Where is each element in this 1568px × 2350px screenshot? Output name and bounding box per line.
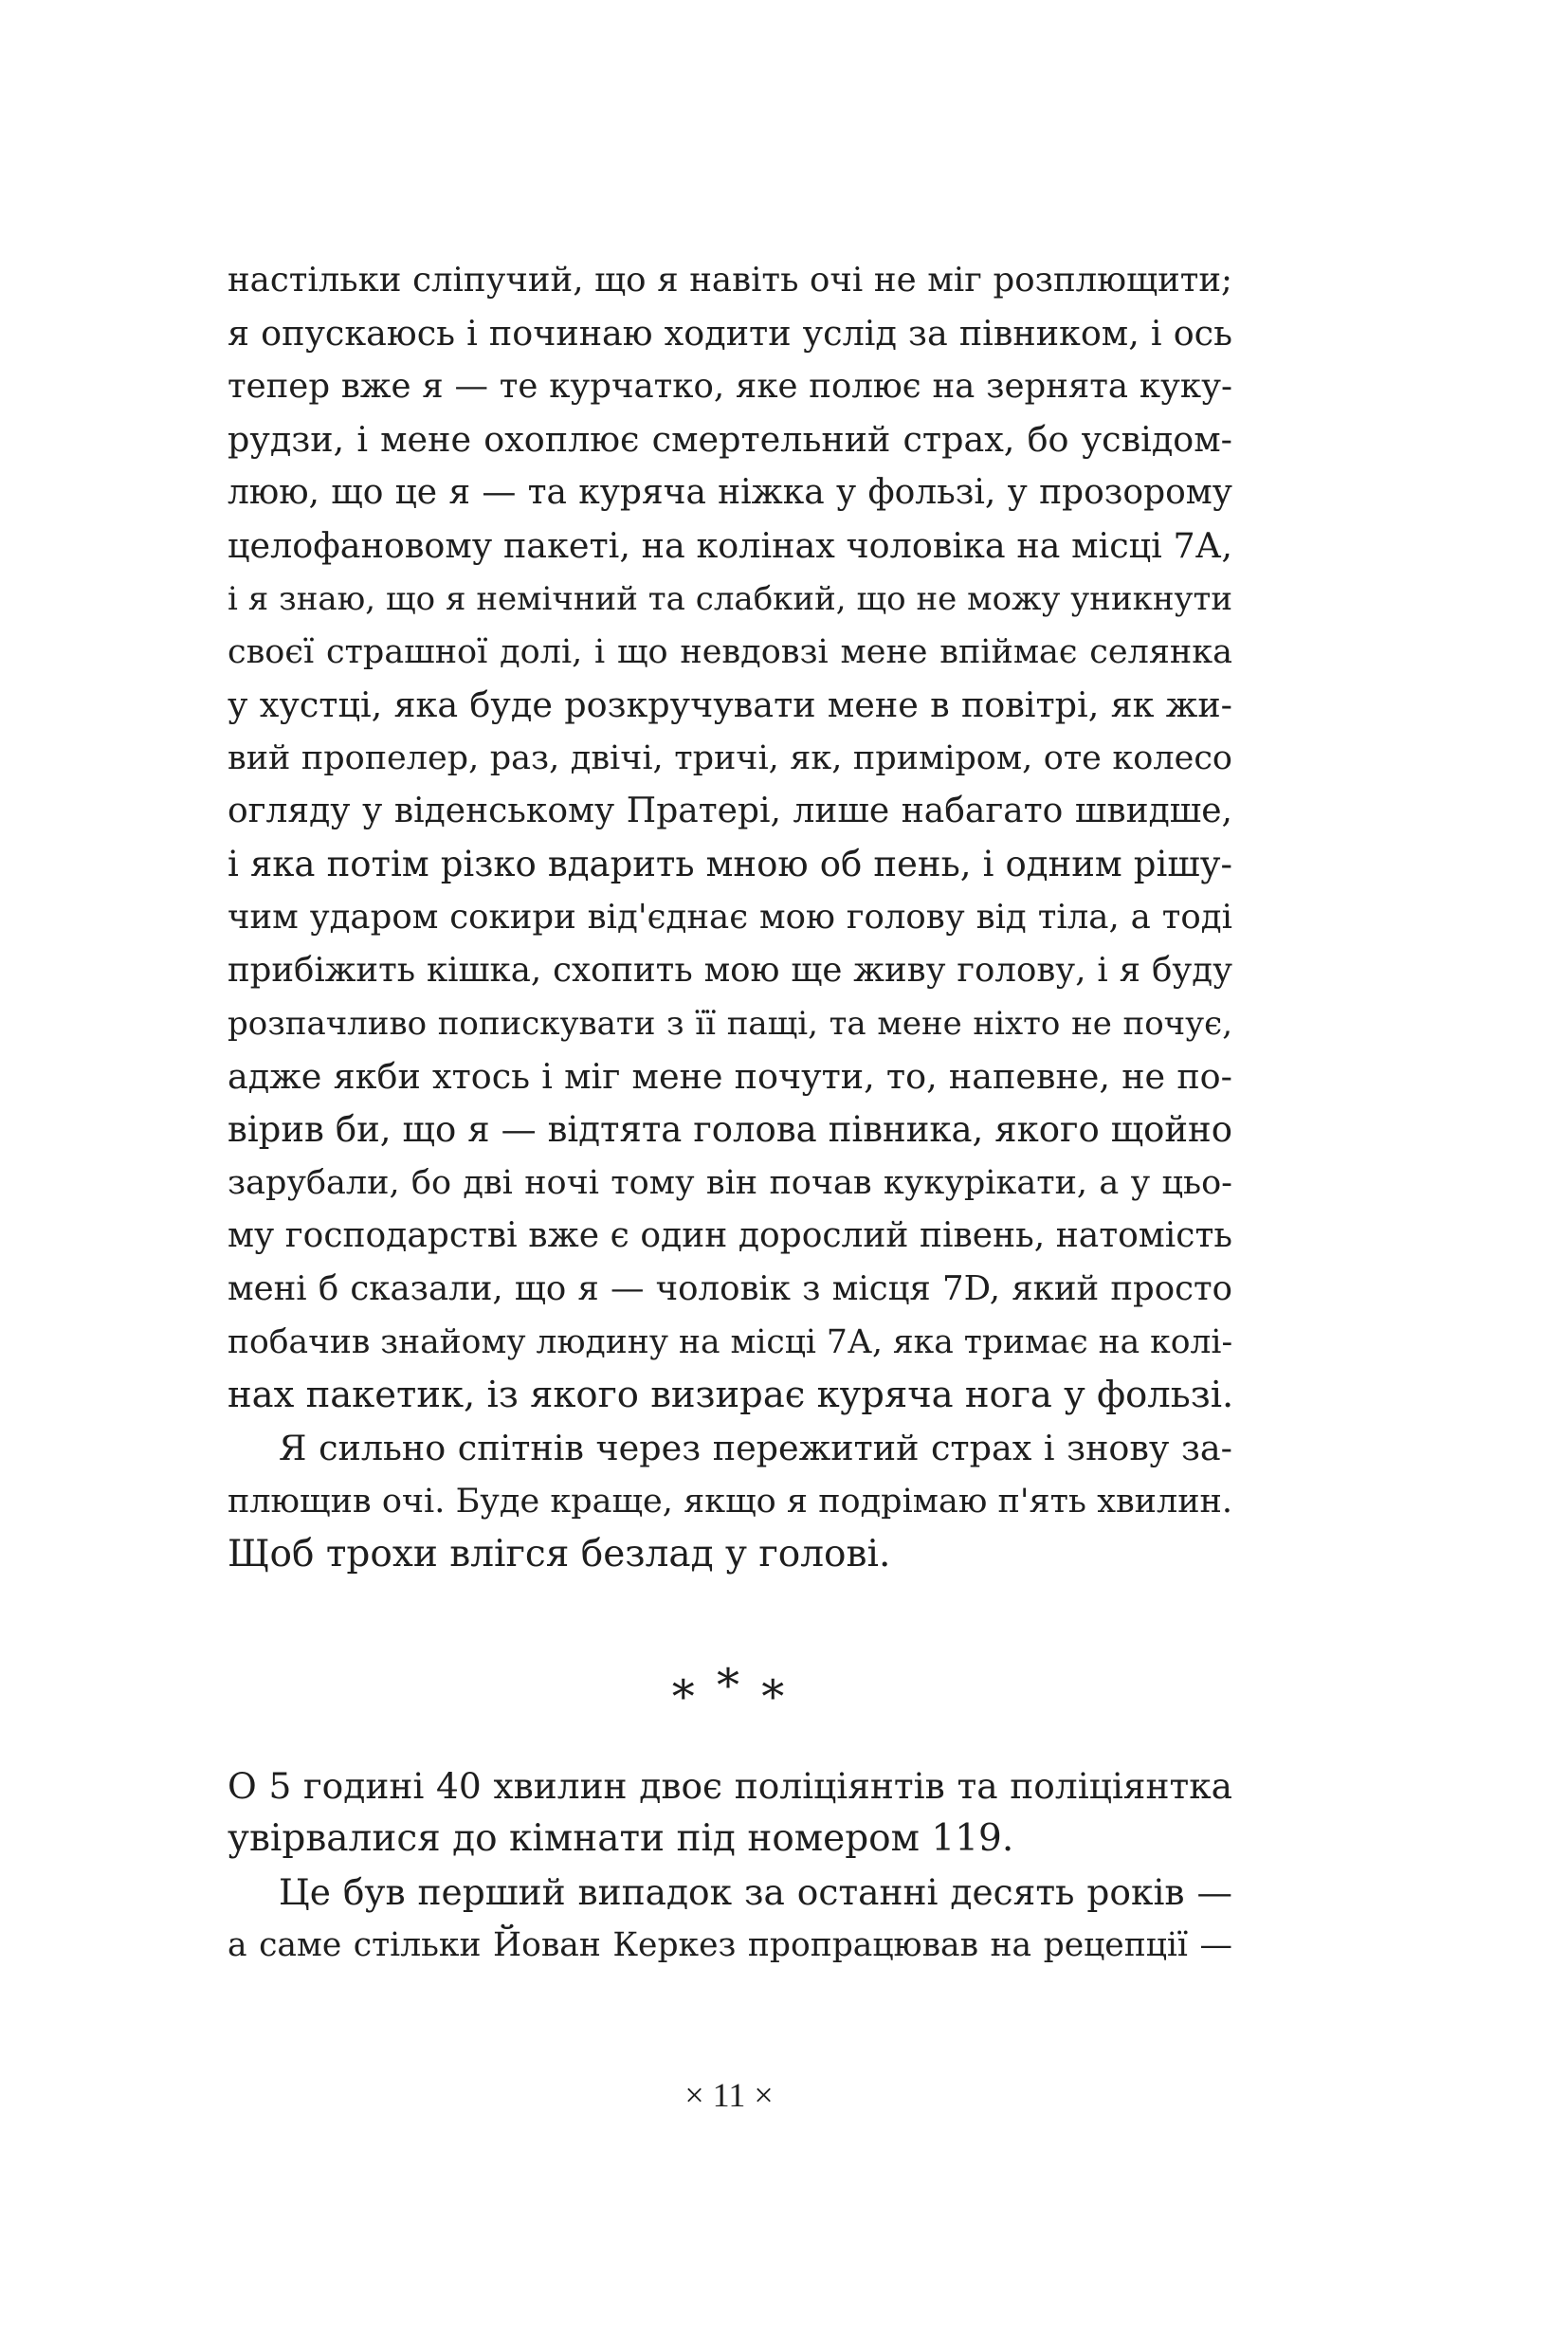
text-line: прибіжить кішка, схопить мою ще живу голову, і я буду [228, 951, 1232, 990]
text-line: Це був перший випадок за останні десять років — [279, 1871, 1232, 1913]
text-line: увірвалися до кімнати під номером 119. [228, 1817, 1014, 1860]
page-body [228, 254, 1232, 1972]
text-line: Щоб трохи влігся безлад у голові. [228, 1533, 891, 1576]
text-line: своєї страшної долі, і що невдовзі мене впіймає селянка [228, 633, 1232, 671]
text-line: я опускаюсь і починаю ходити услід за півником, і ось [228, 313, 1232, 354]
text-line: адже якби хтось і міг мене почути, то, напевне, не по- [228, 1056, 1232, 1097]
text-line: і яка потім різко вдарить мною об пень, і одним рішу- [228, 844, 1232, 884]
text-line: вірив би, що я — відтята голова півника, якого щойно [228, 1109, 1232, 1150]
text-line: чим ударом сокири від'єднає мою голову від тіла, а тоді [228, 898, 1232, 937]
text-line: люю, що це я — та куряча ніжка у фользі, у прозорому [228, 473, 1232, 512]
text-line: нах пакетик, із якого визирає куряча нога у фользі. [228, 1374, 1234, 1416]
text-line: і я знаю, що я немічний та слабкий, що не можу уникнути [228, 580, 1232, 618]
section-spacer [228, 1731, 1232, 1759]
text-line: зарубали, бо дві ночі тому він почав кукурікати, а у цьо- [228, 1164, 1232, 1202]
asterisk-icon: * [671, 1670, 699, 1723]
text-line: мені б сказали, що я — чоловік з місця 7D, який просто [228, 1269, 1232, 1308]
text-line: целофановому пакеті, на колінах чоловіка на місці 7А, [228, 525, 1232, 566]
text-line: тепер вже я — те курчатко, яке полює на зернята куку- [228, 367, 1232, 406]
text-line: вий пропелер, раз, двічі, тричі, як, приміром, оте колесо [228, 739, 1232, 777]
asterisk-icon: * [717, 1659, 743, 1712]
text-line: а саме стільки Йован Керкез пропрацював на рецепції — [228, 1926, 1232, 1964]
text-line: О 5 годині 40 хвилин двоє поліціянтів та поліціянтка [228, 1765, 1232, 1807]
paragraph-4 [228, 1866, 1232, 1972]
text-line: настільки сліпучий, що я навіть очі не міг розплющити; [228, 261, 1232, 300]
text-line: рудзи, і мене охоплює смертельний страх, бо усвідом- [228, 419, 1232, 460]
page-number: × 11 × [684, 2076, 774, 2114]
text-line: Я сильно спітнів через пережитий страх і знову за- [279, 1428, 1232, 1468]
asterisk-icon: * [761, 1670, 789, 1723]
text-line: огляду у віденському Пратері, лише набагато швидше, [228, 792, 1232, 830]
section-separator [228, 1659, 1232, 1731]
text-line: му господарстві вже є один дорослий півень, натомість [228, 1216, 1232, 1255]
paragraph-3 [228, 1759, 1232, 1866]
text-line: плющив очі. Буде краще, якщо я подрімаю п'ять хвилин. [228, 1483, 1232, 1521]
text-line: у хустці, яка буде розкручувати мене в повітрі, як жи- [228, 684, 1232, 725]
paragraph-2 [228, 1422, 1232, 1581]
paragraph-1 [228, 254, 1232, 1422]
text-line: побачив знайому людину на місці 7А, яка тримає на колі- [228, 1323, 1233, 1361]
text-line: розпачливо попискувати з її пащі, та мене ніхто не почує, [228, 1005, 1232, 1043]
